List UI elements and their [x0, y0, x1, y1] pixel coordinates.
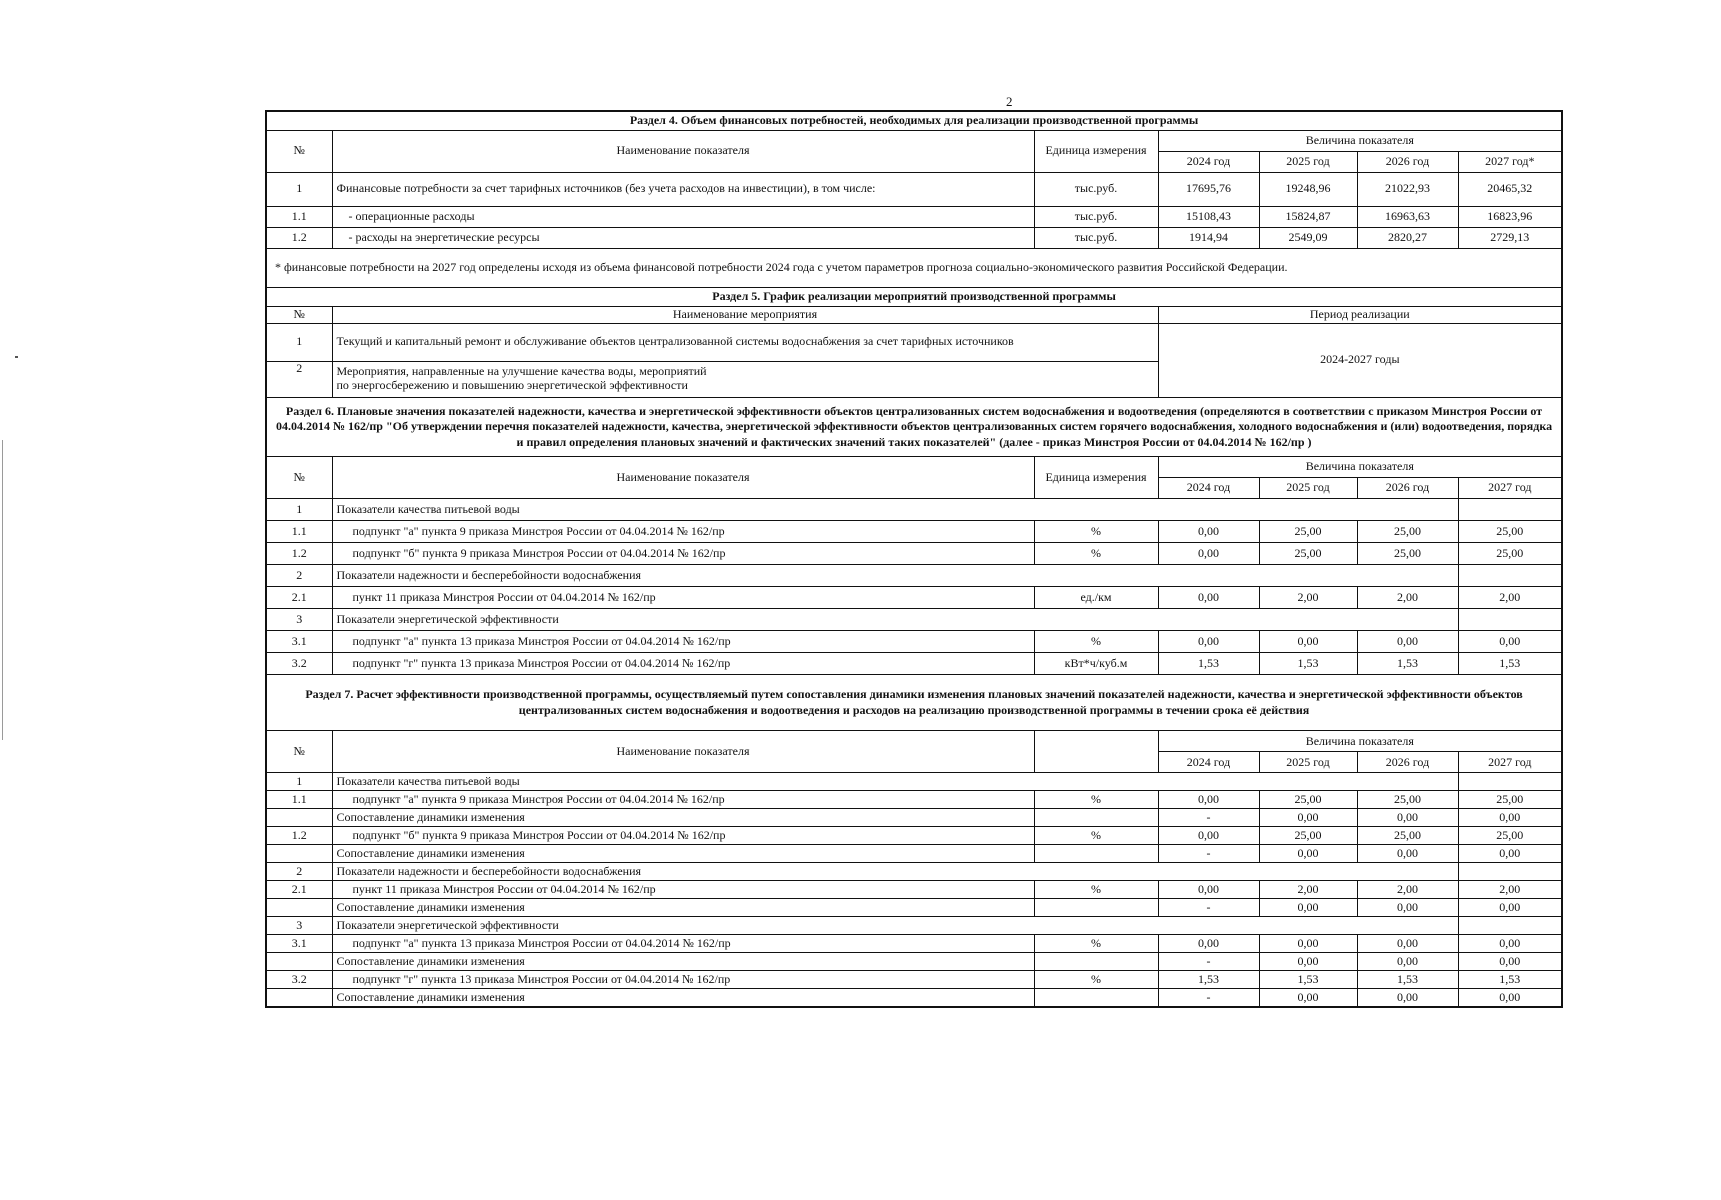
- group-name: Показатели энергетической эффективности: [332, 917, 1458, 935]
- s5-header-period: Период реализации: [1158, 306, 1562, 323]
- row-value: 25,00: [1259, 827, 1357, 845]
- row-unit: [1034, 809, 1158, 827]
- group-row: [266, 565, 1562, 587]
- row-value: 25,00: [1259, 791, 1357, 809]
- row-value: -: [1158, 845, 1259, 863]
- row-value: 1,53: [1458, 653, 1562, 675]
- section4-title: Раздел 4. Объем финансовых потребностей, необходимых для реализации производственной программы: [266, 111, 1562, 130]
- row-value: 15108,43: [1158, 206, 1259, 227]
- row-value: 0,00: [1158, 521, 1259, 543]
- row-value: 1,53: [1357, 653, 1458, 675]
- s5-header-num: №: [266, 306, 332, 323]
- row-value: 0,00: [1259, 935, 1357, 953]
- row-num: 1.1: [266, 206, 332, 227]
- row-unit: %: [1034, 881, 1158, 899]
- row-name-line: Мероприятия, направленные на улучшение качества воды, мероприятий: [336, 364, 707, 379]
- row-value: 2,00: [1357, 587, 1458, 609]
- row-num: 2.1: [266, 587, 332, 609]
- row-name: подпункт "а" пункта 9 приказа Минстроя России от 04.04.2014 № 162/пр: [332, 521, 1034, 543]
- s7-year: 2024 год: [1158, 752, 1259, 773]
- group-name: Показатели энергетической эффективности: [332, 609, 1458, 631]
- row-num: 1: [266, 499, 332, 521]
- row-unit: [1034, 845, 1158, 863]
- row-value-empty: [1458, 565, 1562, 587]
- row-unit: %: [1034, 543, 1158, 565]
- row-value: 17695,76: [1158, 172, 1259, 206]
- row-value: 0,00: [1158, 881, 1259, 899]
- row-unit: кВт*ч/куб.м: [1034, 653, 1158, 675]
- row-name: - операционные расходы: [332, 206, 1034, 227]
- row-name: подпункт "г" пункта 13 приказа Минстроя России от 04.04.2014 № 162/пр: [332, 653, 1034, 675]
- row-value: 0,00: [1458, 845, 1562, 863]
- row-unit: %: [1034, 521, 1158, 543]
- s7-header-value: Величина показателя: [1158, 731, 1562, 752]
- row-value: 0,00: [1458, 935, 1562, 953]
- row-value-empty: [1458, 917, 1562, 935]
- row-value: 2,00: [1357, 881, 1458, 899]
- row-value: 16823,96: [1458, 206, 1562, 227]
- row-value: -: [1158, 953, 1259, 971]
- table-row: [266, 881, 1562, 899]
- row-value: 2,00: [1458, 587, 1562, 609]
- row-value: 1,53: [1259, 971, 1357, 989]
- row-value: 0,00: [1458, 899, 1562, 917]
- s7-header-unit: [1034, 731, 1158, 773]
- row-value: 0,00: [1458, 631, 1562, 653]
- row-value: 0,00: [1259, 809, 1357, 827]
- row-value-empty: [1458, 773, 1562, 791]
- group-row: [266, 609, 1562, 631]
- s4-header-unit: Единица измерения: [1034, 130, 1158, 172]
- row-num: [266, 809, 332, 827]
- s7-year: 2027 год: [1458, 752, 1562, 773]
- row-unit: %: [1034, 935, 1158, 953]
- row-name: подпункт "г" пункта 13 приказа Минстроя России от 04.04.2014 № 162/пр: [332, 971, 1034, 989]
- comparison-row: [266, 989, 1562, 1007]
- row-name: Сопоставление динамики изменения: [332, 809, 1034, 827]
- row-value: 25,00: [1458, 791, 1562, 809]
- table-row: [266, 935, 1562, 953]
- table-row: [266, 543, 1562, 565]
- table-row: [266, 791, 1562, 809]
- row-value: 2,00: [1259, 587, 1357, 609]
- s6-year: 2024 год: [1158, 478, 1259, 499]
- row-num: 3.2: [266, 653, 332, 675]
- row-value: 0,00: [1458, 953, 1562, 971]
- row-name-line: по энергосбережению и повышению энергетической эффективности: [336, 378, 688, 392]
- row-value: 25,00: [1357, 543, 1458, 565]
- s4-year: 2024 год: [1158, 151, 1259, 172]
- row-unit: %: [1034, 971, 1158, 989]
- group-name: Показатели надежности и бесперебойности водоснабжения: [332, 863, 1458, 881]
- row-value: 0,00: [1158, 587, 1259, 609]
- row-value: 20465,32: [1458, 172, 1562, 206]
- row-value: 25,00: [1458, 827, 1562, 845]
- row-value: 21022,93: [1357, 172, 1458, 206]
- row-value: 1914,94: [1158, 227, 1259, 248]
- row-name: [332, 361, 1158, 397]
- row-num: 2: [266, 565, 332, 587]
- scan-edge-line: [2, 440, 3, 740]
- row-name: Сопоставление динамики изменения: [332, 899, 1034, 917]
- row-num: [266, 989, 332, 1007]
- row-value: 0,00: [1259, 631, 1357, 653]
- row-num: 1.2: [266, 827, 332, 845]
- group-name: Показатели надежности и бесперебойности водоснабжения: [332, 565, 1458, 587]
- row-value: 0,00: [1158, 827, 1259, 845]
- page-number: 2: [1006, 94, 1013, 109]
- row-value: 25,00: [1458, 521, 1562, 543]
- row-name: пункт 11 приказа Минстроя России от 04.04.2014 № 162/пр: [332, 587, 1034, 609]
- section6-body: [266, 499, 1562, 675]
- row-value: -: [1158, 989, 1259, 1007]
- scan-speck: [15, 356, 18, 358]
- row-unit: %: [1034, 827, 1158, 845]
- row-num: 3.1: [266, 935, 332, 953]
- s6-year: 2025 год: [1259, 478, 1357, 499]
- section6-title: Раздел 6. Плановые значения показателей надежности, качества и энергетической эффективности объектов централизованных систем водоснабжения и водоотведения (определяются в соответствии с приказом Минстроя России от 04.04.2014 № 162/пр "Об утверждении перечня показателей надежности, качества, энергетической эффективности объектов централизованных систем горячего водоснабжения, холодного водоснабжения и (или) водоотведения, порядка и правил определения плановых значений и фактических значений таких показателей" (далее - приказ Минстроя России от 04.04.2014 № 162/пр ): [266, 397, 1562, 457]
- s4-header-value: Величина показателя: [1158, 130, 1562, 151]
- row-value: 0,00: [1357, 989, 1458, 1007]
- row-value: 2549,09: [1259, 227, 1357, 248]
- row-num: 1.2: [266, 543, 332, 565]
- row-value: 16963,63: [1357, 206, 1458, 227]
- row-num: 3: [266, 609, 332, 631]
- row-num: [266, 899, 332, 917]
- row-value: 25,00: [1259, 543, 1357, 565]
- table-row: [266, 227, 1562, 248]
- row-value: 1,53: [1259, 653, 1357, 675]
- row-value: 25,00: [1259, 521, 1357, 543]
- row-name: Финансовые потребности за счет тарифных источников (без учета расходов на инвестиции), в том числе:: [332, 172, 1034, 206]
- s4-year: 2027 год*: [1458, 151, 1562, 172]
- table-row: [266, 631, 1562, 653]
- row-num: 2: [266, 863, 332, 881]
- row-unit: [1034, 989, 1158, 1007]
- s4-header-name: Наименование показателя: [332, 130, 1034, 172]
- row-value: 1,53: [1158, 971, 1259, 989]
- row-value: 19248,96: [1259, 172, 1357, 206]
- s6-header-num: №: [266, 457, 332, 499]
- row-unit: тыс.руб.: [1034, 172, 1158, 206]
- row-unit: [1034, 953, 1158, 971]
- group-row: [266, 917, 1562, 935]
- group-name: Показатели качества питьевой воды: [332, 499, 1458, 521]
- comparison-row: [266, 899, 1562, 917]
- s7-header-name: Наименование показателя: [332, 731, 1034, 773]
- row-value: 0,00: [1158, 935, 1259, 953]
- row-name: Сопоставление динамики изменения: [332, 989, 1034, 1007]
- s7-header-num: №: [266, 731, 332, 773]
- table-row: [266, 172, 1562, 206]
- row-value: 0,00: [1357, 953, 1458, 971]
- row-value: 1,53: [1458, 971, 1562, 989]
- table-row: [266, 323, 1562, 361]
- row-value: 2820,27: [1357, 227, 1458, 248]
- row-value: 0,00: [1357, 809, 1458, 827]
- row-value: 1,53: [1357, 971, 1458, 989]
- row-value: 0,00: [1357, 935, 1458, 953]
- row-value: 2729,13: [1458, 227, 1562, 248]
- section7-title: Раздел 7. Расчет эффективности производственной программы, осуществляемый путем сопоставления динамики изменения плановых значений показателей надежности, качества и энергетической эффективности объектов централизованных систем водоснабжения и водоотведения и расходов на реализацию производственной программы в течении срока её действия: [266, 675, 1562, 731]
- row-value: 0,00: [1259, 989, 1357, 1007]
- row-unit: [1034, 899, 1158, 917]
- row-value: 0,00: [1158, 543, 1259, 565]
- row-value-empty: [1458, 499, 1562, 521]
- row-num: 2: [266, 361, 332, 397]
- comparison-row: [266, 953, 1562, 971]
- row-num: 2.1: [266, 881, 332, 899]
- row-unit: %: [1034, 791, 1158, 809]
- table-row: [266, 206, 1562, 227]
- s4-header-num: №: [266, 130, 332, 172]
- row-name: подпункт "а" пункта 9 приказа Минстроя России от 04.04.2014 № 162/пр: [332, 791, 1034, 809]
- row-value: 0,00: [1357, 845, 1458, 863]
- s6-header-name: Наименование показателя: [332, 457, 1034, 499]
- row-unit: тыс.руб.: [1034, 227, 1158, 248]
- group-row: [266, 499, 1562, 521]
- row-num: 1: [266, 773, 332, 791]
- row-num: 3.1: [266, 631, 332, 653]
- section5-title: Раздел 5. График реализации мероприятий производственной программы: [266, 287, 1562, 306]
- row-name: подпункт "б" пункта 9 приказа Минстроя России от 04.04.2014 № 162/пр: [332, 827, 1034, 845]
- row-value: -: [1158, 809, 1259, 827]
- row-value: 0,00: [1357, 631, 1458, 653]
- row-value: 0,00: [1259, 899, 1357, 917]
- group-row: [266, 863, 1562, 881]
- row-value: 0,00: [1357, 899, 1458, 917]
- row-value: 0,00: [1458, 989, 1562, 1007]
- row-value: 25,00: [1357, 827, 1458, 845]
- row-value: 2,00: [1259, 881, 1357, 899]
- row-name: пункт 11 приказа Минстроя России от 04.04.2014 № 162/пр: [332, 881, 1034, 899]
- row-value: 25,00: [1458, 543, 1562, 565]
- s5-period-value: 2024-2027 годы: [1158, 323, 1562, 397]
- row-value: 15824,87: [1259, 206, 1357, 227]
- row-num: 1.1: [266, 521, 332, 543]
- row-value: -: [1158, 899, 1259, 917]
- row-name: - расходы на энергетические ресурсы: [332, 227, 1034, 248]
- row-num: [266, 953, 332, 971]
- table-row: [266, 653, 1562, 675]
- row-num: 1: [266, 172, 332, 206]
- s6-header-value: Величина показателя: [1158, 457, 1562, 478]
- row-value: 0,00: [1259, 845, 1357, 863]
- comparison-row: [266, 845, 1562, 863]
- row-unit: ед./км: [1034, 587, 1158, 609]
- row-num: 3: [266, 917, 332, 935]
- table-row: [266, 971, 1562, 989]
- group-name: Показатели качества питьевой воды: [332, 773, 1458, 791]
- row-value: 0,00: [1259, 953, 1357, 971]
- row-value: 25,00: [1357, 521, 1458, 543]
- s6-header-unit: Единица измерения: [1034, 457, 1158, 499]
- s4-year: 2026 год: [1357, 151, 1458, 172]
- comparison-row: [266, 809, 1562, 827]
- s4-year: 2025 год: [1259, 151, 1357, 172]
- row-name: подпункт "а" пункта 13 приказа Минстроя России от 04.04.2014 № 162/пр: [332, 631, 1034, 653]
- s5-header-name: Наименование мероприятия: [332, 306, 1158, 323]
- s6-year: 2027 год: [1458, 478, 1562, 499]
- row-value: 2,00: [1458, 881, 1562, 899]
- table-row: [266, 521, 1562, 543]
- s7-year: 2025 год: [1259, 752, 1357, 773]
- row-num: [266, 845, 332, 863]
- row-num: 1.1: [266, 791, 332, 809]
- row-unit: тыс.руб.: [1034, 206, 1158, 227]
- main-table: [265, 110, 1563, 1008]
- s6-year: 2026 год: [1357, 478, 1458, 499]
- row-name: Сопоставление динамики изменения: [332, 845, 1034, 863]
- section7-body: [266, 773, 1562, 1007]
- row-unit: %: [1034, 631, 1158, 653]
- row-name: Сопоставление динамики изменения: [332, 953, 1034, 971]
- row-value: 0,00: [1158, 631, 1259, 653]
- section4-footnote: * финансовые потребности на 2027 год определены исходя из объема финансовой потребности 2024 года с учетом параметров прогноза социально-экономического развития Российской Федерации.: [266, 248, 1562, 287]
- row-value: 25,00: [1357, 791, 1458, 809]
- row-value-empty: [1458, 863, 1562, 881]
- s7-year: 2026 год: [1357, 752, 1458, 773]
- row-name: подпункт "б" пункта 9 приказа Минстроя России от 04.04.2014 № 162/пр: [332, 543, 1034, 565]
- row-num: 3.2: [266, 971, 332, 989]
- row-value: 0,00: [1458, 809, 1562, 827]
- table-row: [266, 827, 1562, 845]
- row-value-empty: [1458, 609, 1562, 631]
- document-sheet: [265, 110, 1561, 1008]
- row-num: 1: [266, 323, 332, 361]
- row-value: 0,00: [1158, 791, 1259, 809]
- row-num: 1.2: [266, 227, 332, 248]
- row-name: Текущий и капитальный ремонт и обслуживание объектов централизованной системы водоснабжения за счет тарифных источников: [332, 323, 1158, 361]
- group-row: [266, 773, 1562, 791]
- row-name: подпункт "а" пункта 13 приказа Минстроя России от 04.04.2014 № 162/пр: [332, 935, 1034, 953]
- row-value: 1,53: [1158, 653, 1259, 675]
- table-row: [266, 587, 1562, 609]
